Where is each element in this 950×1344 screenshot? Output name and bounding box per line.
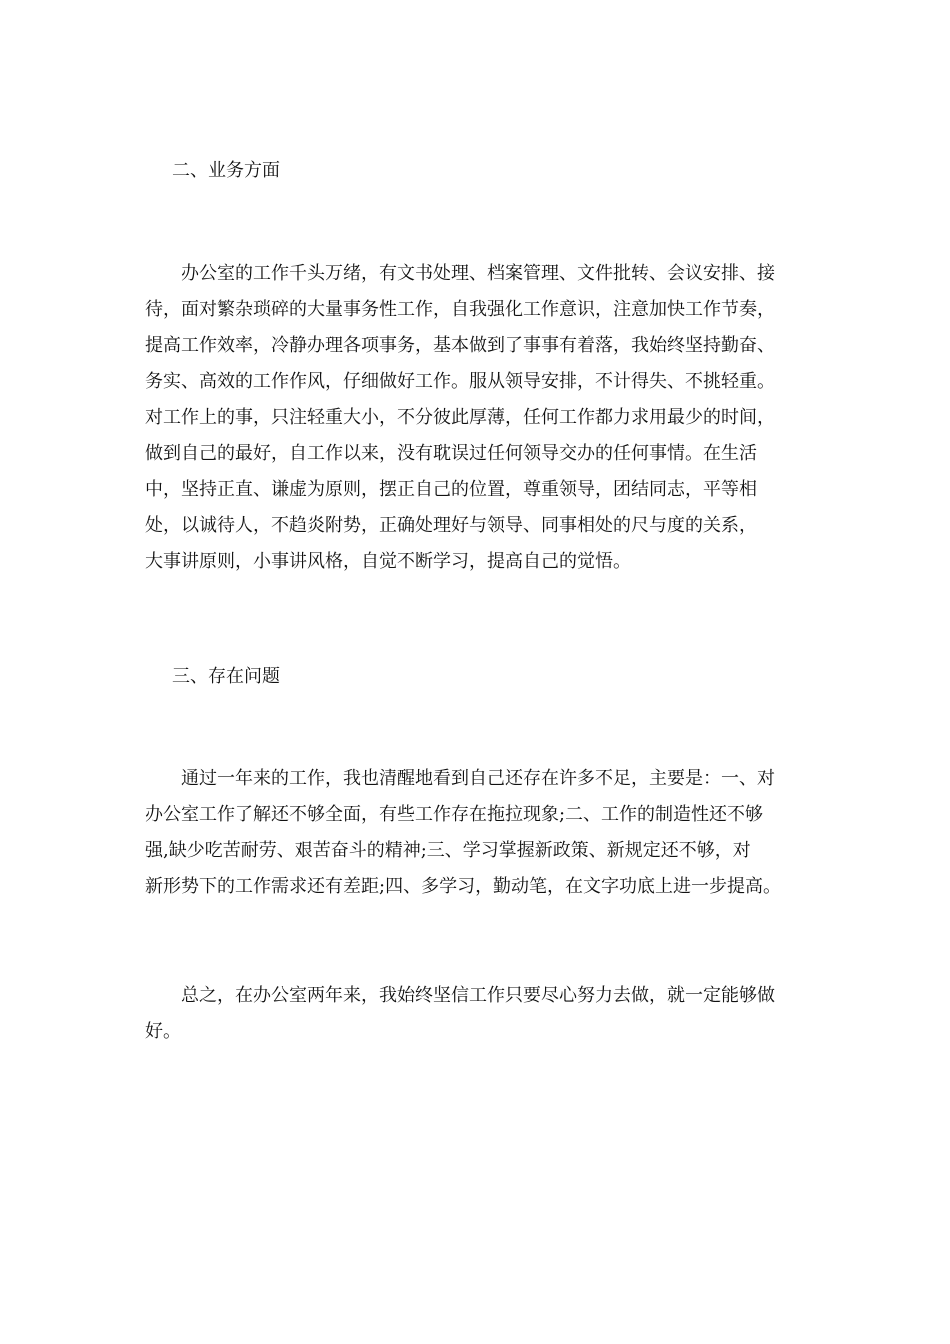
paragraph-line: 务实、高效的工作作风，仔细做好工作。服从领导安排，不计得失、不挑轻重。 <box>145 371 775 392</box>
paragraph-line: 新形势下的工作需求还有差距;四、多学习，勤动笔，在文字功底上进一步提高。 <box>145 876 782 897</box>
paragraph-conclusion <box>145 978 825 1050</box>
section-heading-business: 二、业务方面 <box>172 160 280 181</box>
paragraph-line: 好。 <box>145 1021 181 1042</box>
paragraph-line: 做到自己的最好，自工作以来，没有耽误过任何领导交办的任何事情。在生活 <box>145 443 757 464</box>
paragraph-line: 处，以诚待人，不趋炎附势，正确处理好与领导、同事相处的尺与度的关系， <box>145 515 757 536</box>
paragraph-line: 提高工作效率，冷静办理各项事务，基本做到了事事有着落，我始终坚持勤奋、 <box>145 335 775 356</box>
paragraph-line: 总之，在办公室两年来，我始终坚信工作只要尽心努力去做，就一定能够做 <box>145 985 775 1006</box>
paragraph-line: 强,缺少吃苦耐劳、艰苦奋斗的精神;三、学习掌握新政策、新规定还不够，对 <box>145 840 751 861</box>
paragraph-line: 待，面对繁杂琐碎的大量事务性工作，自我强化工作意识，注意加快工作节奏， <box>145 299 775 320</box>
paragraph-line: 办公室工作了解还不够全面，有些工作存在拖拉现象;二、工作的制造性还不够 <box>145 804 764 825</box>
paragraph-line: 大事讲原则，小事讲风格，自觉不断学习，提高自己的觉悟。 <box>145 551 631 572</box>
paragraph-line: 办公室的工作千头万绪，有文书处理、档案管理、文件批转、会议安排、接 <box>145 263 775 284</box>
paragraph-line: 对工作上的事，只注轻重大小，不分彼此厚薄，任何工作都力求用最少的时间， <box>145 407 775 428</box>
paragraph-problems <box>145 761 825 905</box>
paragraph-line: 通过一年来的工作，我也清醒地看到自己还存在许多不足，主要是：一、对 <box>145 768 775 789</box>
paragraph-line: 中，坚持正直、谦虚为原则，摆正自己的位置，尊重领导，团结同志，平等相 <box>145 479 757 500</box>
paragraph-business <box>145 256 825 580</box>
section-heading-problems: 三、存在问题 <box>172 666 280 687</box>
